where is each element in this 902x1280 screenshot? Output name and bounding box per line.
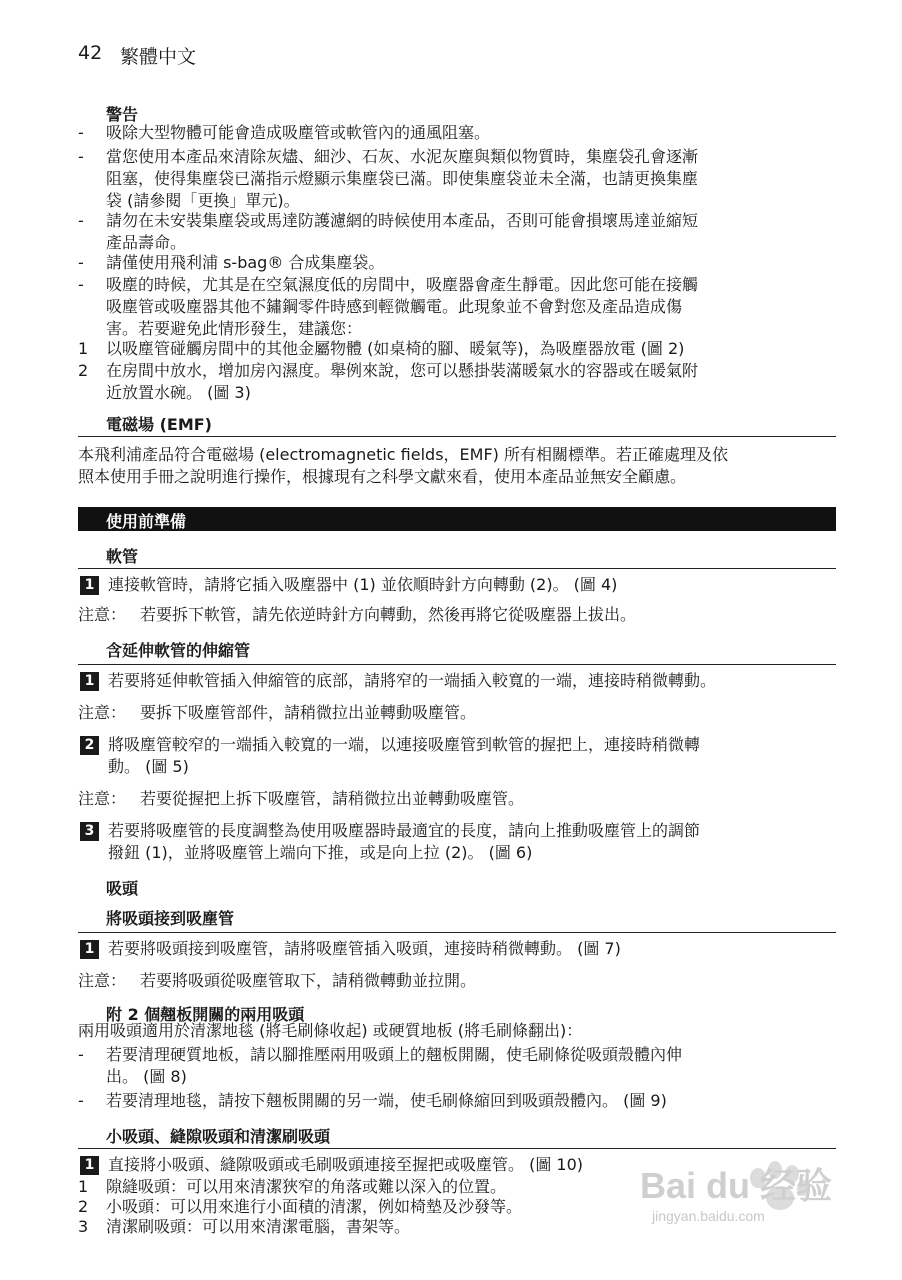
emf-title: 電磁場 (EMF) bbox=[106, 415, 212, 434]
note: 注意： 若要將吸頭從吸塵管取下，請稍微轉動並拉開。 bbox=[78, 971, 477, 990]
step-number-badge: 1 bbox=[80, 576, 99, 595]
warning-title: 警告 bbox=[106, 105, 139, 124]
divider bbox=[78, 664, 836, 665]
divider bbox=[78, 568, 836, 569]
language-label: 繁體中文 bbox=[120, 46, 197, 68]
tube-title: 含延伸軟管的伸縮管 bbox=[106, 641, 251, 660]
step-number-badge: 1 bbox=[80, 1156, 99, 1175]
nozzle-title: 吸頭 bbox=[106, 879, 139, 898]
divider bbox=[78, 932, 836, 933]
step-number-badge: 1 bbox=[80, 940, 99, 959]
section-header-label: 使用前準備 bbox=[106, 512, 187, 531]
small-nozzle-title: 小吸頭、縫隙吸頭和清潔刷吸頭 bbox=[106, 1127, 331, 1146]
page-number: 42 bbox=[78, 42, 103, 64]
flap-title: 附 2 個翹板開關的兩用吸頭 bbox=[106, 1005, 305, 1024]
section-header bbox=[78, 507, 836, 531]
divider bbox=[78, 436, 836, 437]
nozzle-subtitle: 將吸頭接到吸塵管 bbox=[106, 909, 235, 928]
step-number-badge: 1 bbox=[80, 672, 99, 691]
flap-intro: 兩用吸頭適用於清潔地毯 (將毛刷條收起) 或硬質地板 (將毛刷條翻出)： bbox=[78, 1021, 583, 1040]
step-number-badge: 2 bbox=[80, 736, 99, 755]
step-number-badge: 3 bbox=[80, 822, 99, 841]
note: 注意： 要拆下吸塵管部件，請稍微拉出並轉動吸塵管。 bbox=[78, 703, 477, 722]
watermark-url: jingyan.baidu.com bbox=[652, 1208, 765, 1224]
watermark-brand: Bai du 经验 bbox=[640, 1165, 833, 1206]
note: 注意： 若要拆下軟管，請先依逆時針方向轉動，然後再將它從吸塵器上拔出。 bbox=[78, 605, 637, 624]
divider bbox=[78, 1148, 836, 1149]
hose-title: 軟管 bbox=[106, 547, 139, 566]
emf-text: 本飛利浦產品符合電磁場 (electromagnetic fields，EMF) 所有相關標準。若正確處理及依 照本使用手冊之說明進行操作，根據現有之科學文獻來看，使用本產品並無安全顧慮。 bbox=[78, 445, 728, 486]
note: 注意： 若要從握把上拆下吸塵管，請稍微拉出並轉動吸塵管。 bbox=[78, 789, 525, 808]
